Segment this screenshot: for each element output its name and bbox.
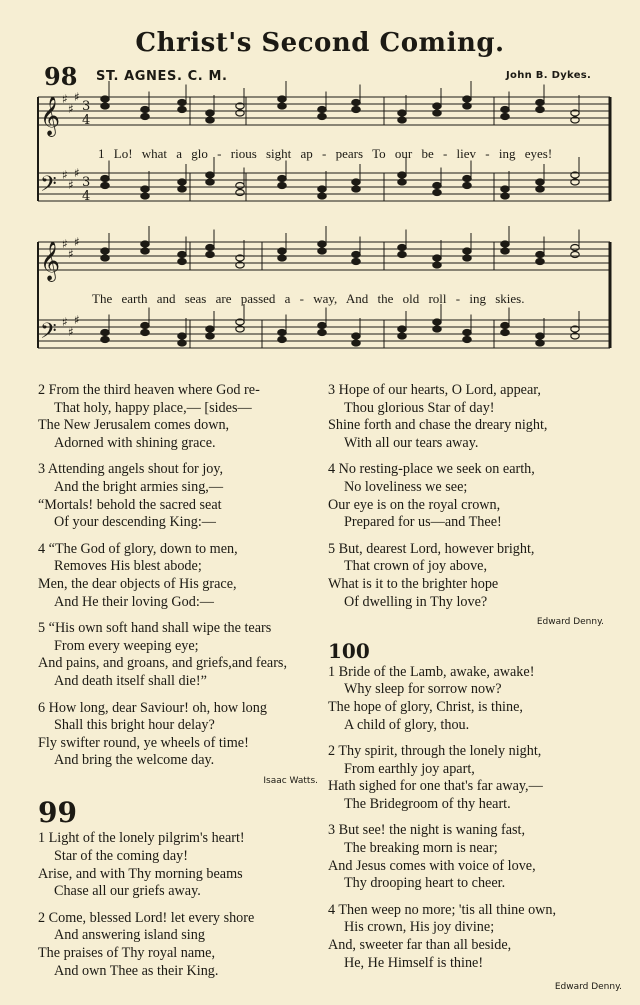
- verse-line: And pains, and groans, and griefs,and fears,: [38, 655, 287, 672]
- svg-text:♯: ♯: [68, 178, 74, 192]
- lyric-line-2: The earth and seas are passed a - way, And the old roll - ing skies.: [92, 291, 525, 306]
- stanza: [328, 664, 628, 734]
- svg-text:4: 4: [82, 113, 91, 128]
- stanza: [38, 910, 338, 980]
- hymn-number-100: 100: [328, 638, 370, 663]
- verse-line: And bring the welcome day.: [54, 752, 215, 769]
- verse-line: 2 Come, blessed Lord! let every shore: [38, 909, 255, 926]
- svg-text:♯: ♯: [62, 315, 68, 329]
- verse-line: 2 Thy spirit, through the lonely night,: [328, 743, 542, 760]
- verse-line: Adorned with shining grace.: [54, 434, 216, 451]
- verse-line: And own Thee as their King.: [54, 962, 219, 979]
- stanza: [38, 620, 338, 690]
- svg-text:♯: ♯: [74, 313, 80, 327]
- verse-line: Hath sighed for one that's far away,—: [328, 778, 543, 795]
- verse-line: And death itself shall die!”: [54, 672, 207, 689]
- verse-line: From earthly joy apart,: [344, 760, 475, 777]
- stanza: [328, 461, 628, 531]
- hymn-number-99: 99: [38, 796, 77, 830]
- stanza: [38, 461, 338, 531]
- verse-line: 3 Hope of our hearts, O Lord, appear,: [328, 382, 541, 398]
- tune-name: ST. AGNES. C. M.: [96, 69, 228, 84]
- page-title: Christ's Second Coming.: [135, 28, 505, 58]
- verse-line: Chase all our griefs away.: [54, 883, 201, 900]
- stanza: [38, 382, 338, 452]
- composer-name: John B. Dykes.: [506, 70, 592, 81]
- verse-line: 5 “His own soft hand shall wipe the tears: [38, 620, 272, 637]
- svg-text:♯: ♯: [74, 235, 80, 249]
- svg-text:3: 3: [82, 175, 91, 190]
- verse-line: The praises of Thy royal name,: [38, 945, 216, 962]
- verse-line: And Jesus comes with voice of love,: [328, 857, 536, 874]
- verse-line: 1 Bride of the Lamb, awake, awake!: [328, 663, 535, 680]
- svg-text:♯: ♯: [74, 166, 80, 180]
- stanza: [328, 902, 628, 972]
- verse-line: That crown of joy above,: [344, 558, 488, 575]
- left-column: [38, 382, 338, 989]
- verse-line: Shine forth and chase the dreary night,: [328, 417, 548, 434]
- verse-line: Star of the coming day!: [54, 848, 188, 865]
- verse-line: And the bright armies sing,—: [54, 478, 224, 495]
- svg-text:♯: ♯: [68, 325, 74, 339]
- svg-text:♯: ♯: [68, 102, 74, 116]
- verse-line: Why sleep for sorrow now?: [344, 681, 502, 698]
- stanza: [38, 830, 338, 900]
- verse-line: A child of glory, thou.: [344, 716, 470, 733]
- verse-line: Arise, and with Thy morning beams: [38, 865, 243, 882]
- verse-line: 4 Then weep no more; 'tis all thine own,: [328, 901, 557, 918]
- verse-line: No loveliness we see;: [344, 478, 468, 495]
- svg-text:𝄞: 𝄞: [40, 241, 61, 281]
- stanza: [328, 382, 628, 452]
- verse-line: What is it to the brighter hope: [328, 575, 499, 592]
- verse-line: And, sweeter far than all beside,: [328, 937, 512, 954]
- verse-line: The hope of glory, Christ, is thine,: [328, 698, 523, 715]
- svg-text:𝄢: 𝄢: [40, 319, 57, 349]
- stanza: [328, 822, 628, 892]
- music-score: [0, 0, 640, 380]
- verse-line: 4 No resting-place we seek on earth,: [328, 461, 535, 478]
- verse-line: 5 But, dearest Lord, however bright,: [328, 540, 535, 557]
- verse-line: Thy drooping heart to cheer.: [344, 875, 506, 892]
- verse-line: That holy, happy place,— [sides—: [54, 399, 252, 416]
- verse-line: And He their loving God:—: [54, 593, 214, 610]
- verse-line: Fly swifter round, ye wheels of time!: [38, 734, 249, 751]
- svg-text:♯: ♯: [62, 92, 68, 106]
- author-denny-2: Edward Denny.: [554, 982, 622, 993]
- verse-line: Men, the dear objects of His grace,: [38, 575, 237, 592]
- verse-line: With all our tears away.: [344, 434, 479, 451]
- right-column: [328, 382, 628, 1005]
- verse-line: Shall this bright hour delay?: [54, 717, 215, 734]
- verse-line: 4 “The God of glory, down to men,: [38, 540, 238, 557]
- verse-line: The New Jerusalem comes down,: [38, 417, 230, 434]
- verse-line: From every weeping eye;: [54, 637, 199, 654]
- stanza: [38, 700, 338, 770]
- svg-text:𝄢: 𝄢: [40, 172, 57, 202]
- verse-line: Of your descending King:—: [54, 514, 216, 531]
- verse-line: The breaking morn is near;: [344, 840, 498, 857]
- verse-line: 6 How long, dear Saviour! oh, how long: [38, 699, 267, 716]
- verse-line: Of dwelling in Thy love?: [344, 593, 488, 610]
- stanza: [328, 743, 628, 813]
- stanza: [328, 541, 628, 611]
- hymn-number-98: 98: [44, 62, 78, 91]
- verse-line: And answering island sing: [54, 927, 205, 944]
- verse-line: 3 Attending angels shout for joy,: [38, 461, 224, 478]
- verse-line: “Mortals! behold the sacred seat: [38, 496, 222, 513]
- lyric-line-1: 1 Lo! what a glo - rious sight ap - pears To our be - liev - ing eyes!: [98, 146, 553, 161]
- verse-line: He, He Himself is thine!: [344, 954, 484, 971]
- author-denny-1: Edward Denny.: [536, 617, 604, 628]
- verse-line: Prepared for us—and Thee!: [344, 514, 502, 531]
- svg-text:♯: ♯: [68, 247, 74, 261]
- verse-line: Our eye is on the royal crown,: [328, 496, 501, 513]
- author-watts: Isaac Watts.: [263, 775, 318, 786]
- stanza: [38, 541, 338, 611]
- verse-line: 2 From the third heaven where God re-: [38, 382, 260, 398]
- verse-line: Removes His blest abode;: [54, 558, 202, 575]
- svg-text:♯: ♯: [74, 90, 80, 104]
- verse-line: Thou glorious Star of day!: [344, 399, 495, 416]
- svg-text:3: 3: [82, 99, 91, 114]
- svg-text:♯: ♯: [62, 237, 68, 251]
- verse-line: His crown, His joy divine;: [344, 919, 495, 936]
- verse-line: The Bridegroom of thy heart.: [344, 795, 511, 812]
- svg-text:♯: ♯: [62, 168, 68, 182]
- svg-text:4: 4: [82, 189, 91, 204]
- verse-line: 3 But see! the night is waning fast,: [328, 822, 526, 839]
- verse-line: 1 Light of the lonely pilgrim's heart!: [38, 830, 245, 847]
- svg-text:𝄞: 𝄞: [40, 96, 61, 136]
